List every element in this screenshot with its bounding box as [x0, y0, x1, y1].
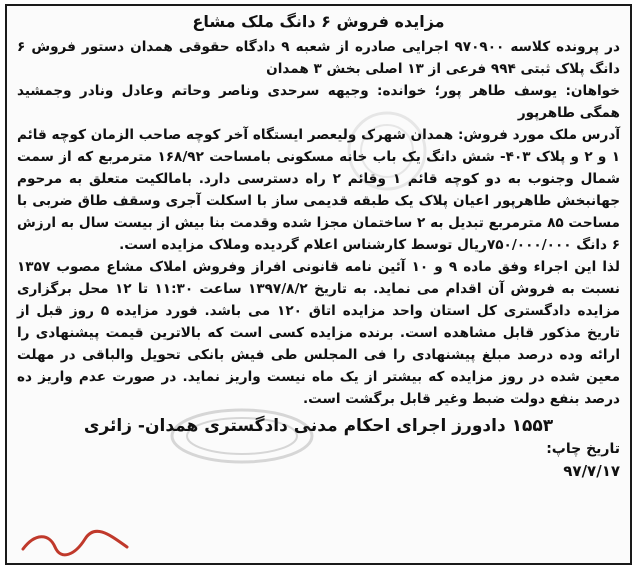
issuer-signature: ۱۵۵۳ دادورز اجرای احکام مدنی دادگستری همدان- زائری: [83, 416, 554, 436]
auction-terms-paragraph: لذا این اجراء وفق ماده ۹ و ۱۰ آئین نامه قانونی افراز وفروش املاک مشاع مصوب ۱۳۵۷ نسبت به فروش آن اقدام می نماید. به تاریخ ۱۳۹۷/۸/۲ ساعت ۱۱:۳۰ تا ۱۲ محل برگزاری مزایده دادگستری کل استان واحد مزایده اتاق ۱۲۰ می باشد. فورد مزایده ۵ روز قبل از تاریخ مذکور قابل مشاهده است. برنده مزایده کسی است که بالاترین قیمت پیشنهادی را ارائه وده درصد مبلغ پیشنهادی را فی المجلس طی فیش بانکی تحویل والباقی در مهلت معین شده در روز مزایده که بیشتر از یک ماه نیست واریز نماید. در صورت عدم واریز ده درصد بنفع دولت ضبط وغیر قابل برگشت است.: [17, 259, 620, 407]
handwritten-mark: [15, 529, 135, 557]
parties-paragraph: خواهان: یوسف طاهر پور؛ خوانده: وجیهه سرحدی وناصر وحاتم وعادل ونادر وجمشید همگی طاهرپور: [17, 83, 620, 121]
auction-notice: [5, 4, 632, 565]
property-address-paragraph: آدرس ملک مورد فروش: همدان شهرک ولیعصر ایستگاه آخر کوچه صاحب الزمان کوچه قائم ۱ و ۲ و پلاک ۴۰۳- شش دانگ یک باب خانه مسکونی بامساحت ۱۶۸/۹۲ مترمربع که از سمت شمال وجنوب به دو کوچه قائم ۱ وقائم ۲ راه دسترسی دارد. بامالکیت متعلق به مرحوم جهانبخش طاهرپور اعیان پلاک یک طبقه قدیمی ساز با اسکلت آجری وسقف طاق ضربی با مساحت ۸۵ مترمربع تبدیل به ۲ ساختمان مجزا شده وقدمت بنا بیش از بیست سال به ارزش ۶ دانگ ۷۵۰/۰۰۰/۰۰۰ریال توسط کارشناس اعلام گردیده وملاک مزایده است.: [17, 127, 621, 253]
print-date-value: ۹۷/۷/۱۷: [563, 462, 620, 480]
print-date-label: تاریخ چاپ:: [546, 441, 620, 457]
case-paragraph: در پرونده کلاسه ۹۷۰۹۰۰ اجرایی صادره از شعبه ۹ دادگاه حقوقی همدان دستور فروش ۶ دانگ پلاک ثبتی ۹۹۴ فرعی از ۱۳ اصلی بخش ۳ همدان: [17, 39, 620, 77]
notice-body: [17, 36, 620, 410]
notice-title: مزایده فروش ۶ دانگ ملک مشاع: [192, 12, 445, 31]
print-date: [17, 438, 620, 484]
